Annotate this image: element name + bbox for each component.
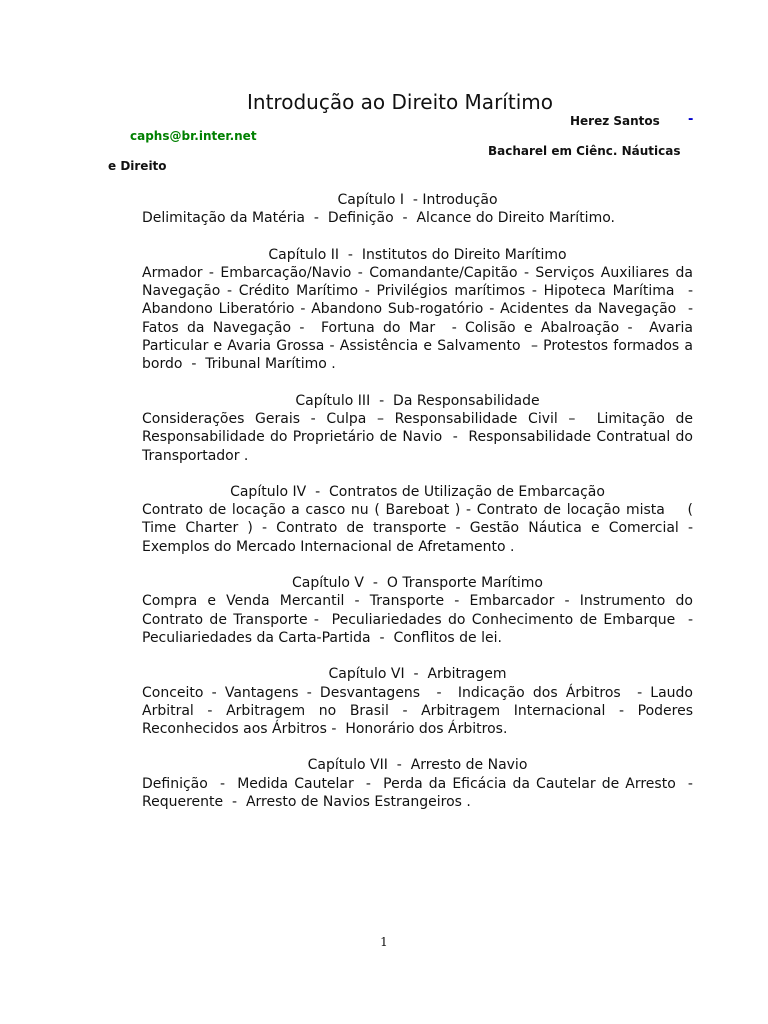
- chapter-heading: Capítulo I - Introdução: [337, 192, 498, 208]
- chapter-topics: Armador - Embarcação/Navio - Comandante/Capitão - Serviços Auxiliares da Navegação - Crédito Marítimo - Privilégios marítimos - Hipoteca Marítima - Abandono Liberatório - Abandono Sub-rogatório - Acidentes da Navegação - Fatos da Navegação - Fortuna do Mar - Colisão e Abalroação - Avaria Particular e Avaria Grossa - Assistência e Salvamento – Protestos formados a bordo - Tribunal Marítimo .: [142, 264, 698, 373]
- author-dash: -: [688, 112, 694, 127]
- chapter-heading: Capítulo III - Da Responsabilidade: [295, 392, 540, 409]
- chapter-topics: Compra e Venda Mercantil - Transporte - Embarcador - Instrumento do Contrato de Transporte - Peculiariedades do Conhecimento de Embarque - Peculiariedades da Carta-Partida - Conflitos de lei.: [142, 593, 702, 646]
- author-email[interactable]: caphs@br.inter.net: [130, 129, 257, 143]
- chapter-topics: Definição - Medida Cautelar - Perda da Eficácia da Cautelar de Arresto - Requerente - Arresto de Navios Estrangeiros .: [142, 775, 702, 811]
- chapter-heading: Capítulo IV - Contratos de Utilização de Embarcação: [230, 483, 605, 500]
- chapter-heading: Capítulo VI - Arbitragem: [328, 666, 507, 683]
- chapter-topics: Contrato de locação a casco nu ( Bareboat ) - Contrato de locação mista ( Time Charter ) - Contrato de transporte - Gestão Náutica e Comercial - Exemplos do Mercado Internacional de Afretamento .: [142, 502, 698, 555]
- chapter-topics: Considerações Gerais - Culpa – Responsabilidade Civil – Limitação de Responsabilidade do Proprietário de Navio - Responsabilidade Contratual do Transportador .: [142, 410, 698, 464]
- chapter-topics: Delimitação da Matéria - Definição - Alcance do Direito Marítimo.: [142, 210, 615, 227]
- chapter-4: [142, 483, 698, 556]
- author-degree-line2: e Direito: [108, 159, 167, 173]
- author-name: Herez Santos: [570, 114, 660, 128]
- chapter-7: [142, 756, 702, 811]
- chapter-1: [142, 191, 693, 228]
- document-title: Introdução ao Direito Marítimo: [247, 90, 553, 114]
- chapter-heading: Capítulo V - O Transporte Marítimo: [292, 575, 543, 592]
- author-degree-line1: Bacharel em Ciênc. Náuticas: [488, 144, 681, 158]
- chapter-3: [142, 392, 698, 465]
- chapter-topics: Conceito - Vantagens - Desvantagens - Indicação dos Árbitros - Laudo Arbitral - Arbitragem no Brasil - Arbitragem Internacional - Poderes Reconhecidos aos Árbitros - Honorário dos Árbitros.: [142, 684, 698, 738]
- chapter-5: [142, 574, 702, 647]
- chapter-heading: Capítulo II - Institutos do Direito Marítimo: [268, 246, 567, 263]
- chapter-2: [142, 246, 698, 374]
- chapter-heading: Capítulo VII - Arresto de Navio: [307, 757, 528, 774]
- chapter-6: [142, 665, 698, 738]
- page-number: 1: [380, 935, 388, 949]
- chapter-list: [142, 191, 702, 829]
